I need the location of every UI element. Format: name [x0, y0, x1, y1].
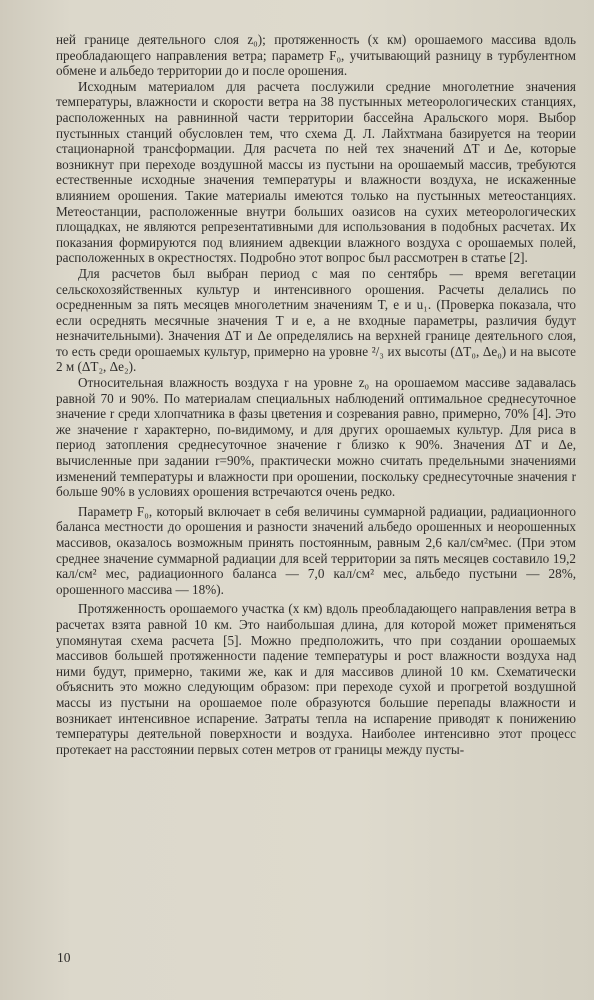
paragraph-6: Протяженность орошаемого участка (x км) вдоль преобладающего направления ветра в расчетах взята равной 10 км. Это наибольшая длина, для которой может применяться упомянутая схема расчета [5]. Можно предположить, что при создании орошаемых массивов большей протяженности падение температуры и рост влажности воздуха над ними будут, примерно, такими же, как и для массивов длиной 10 км. Схематически объяснить это можно следующим образом: при переходе сухой и прогретой воздушной массы из пустыни на орошаемое поле образуются большие перепады влажности и возникает интенсивное испарение. Затраты тепла на испарение приводят к понижению температуры деятельной поверхности и воздуха. Наиболее интенсивно этот процесс протекает на расстоянии первых сотен метров от границы между пусты- [56, 601, 576, 757]
paragraph-4: Относительная влажность воздуха r на уровне z₀ на орошаемом массиве задавалась равной 70 и 90%. По материалам специальных наблюдений оптимальное среднесуточное значение r среди хлопчатника в фазы цветения и созревания равно, примерно, 70% [4]. Это же значение r характерно, по-видимому, и для других орошаемых культур. Для риса в период затопления среднесуточное значение r близко к 90%. Значения ΔT и Δe, вычисленные при задании r=90%, практически можно считать предельными значениями изменений температуры и влажности при орошении, поскольку среднесуточные значения r больше 90% в условиях орошения встречаются очень редко. [56, 375, 576, 500]
page-number: 10 [57, 950, 71, 965]
paragraph-2: Исходным материалом для расчета послужили средние многолетние значения температуры, влажности и скорости ветра на 38 пустынных метеорологических станциях, расположенных на равнинной части территории бассейна Аральского моря. Выбор пустынных станций обусловлен тем, что схема Д. Л. Лайхтмана базируется на теории стационарной трансформации. Для расчета по ней тех значений ΔT и Δe, которые возникнут при переходе воздушной массы из пустыни на орошаемый массив, требуются естественные исходные значения температуры и влажности воздуха, не искаженные влиянием орошения. Такие материалы имеются только на пустынных метеостанциях. Метеостанции, расположенные внутри больших оазисов на сухих метеорологических площадках, не являются репрезентативными для использования в подобных расчетах. Их показания формируются под влиянием адвекции влажного воздуха с орошаемых полей, расположенных в окрестностях. Подробно этот вопрос был рассмотрен в статье [2]. [56, 78, 576, 266]
paragraph-5: Параметр F₀, который включает в себя величины суммарной радиации, радиационного баланса местности до орошения и разности значений альбедо орошенных и неорошенных массивов, оказалось возможным принять постоянным, равным 2,6 кал/см²мес. (При этом среднее значение суммарной радиации для всей территории за пять месяцев составило 19,2 кал/см² мес, радиационного баланса — 7,0 кал/см² мес, альбедо пустыни — 28%, орошенного массива — 18%). [56, 503, 576, 597]
paragraph-3: Для расчетов был выбран период с мая по сентябрь — время вегетации сельскохозяйственных культур и интенсивного орошения. Расчеты делались по осредненным за пять месяцев многолетним значениям T, e и u₁. (Проверка показала, что если осреднять месячные значения T и e, а не входные параметры, различия будут незначительными). Значения ΔT и Δe определялись на верхней границе деятельного слоя, то есть среди орошаемых культур, примерно на уровне ²/₃ их высоты (ΔT₀, Δe₀) и на высоте 2 м (ΔT₂, Δe₂). [56, 265, 576, 375]
body-text [56, 32, 576, 757]
paragraph-1: ней границе деятельного слоя z₀); протяженность (x км) орошаемого массива вдоль преобладающего направления ветра; параметр F₀, учитывающий разницу в турбулентном обмене и альбедо территории до и после орошения. [56, 32, 576, 79]
